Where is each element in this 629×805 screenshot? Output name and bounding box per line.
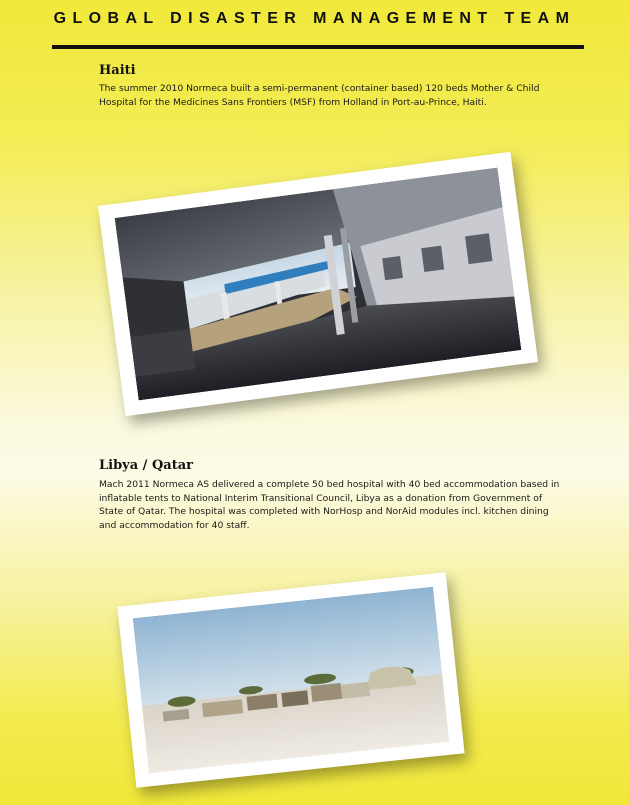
- desert-tents-image: [133, 587, 450, 774]
- haiti-text: [99, 82, 589, 109]
- libya-field-hospital-photo: [133, 587, 450, 774]
- libya-qatar-text: [99, 478, 594, 532]
- haiti-photo-frame: [98, 152, 538, 416]
- libya-text-line: State of Qatar. The hospital was completed with NorHosp and NorAid modules incl. kitchen dining: [99, 506, 549, 517]
- haiti-text-line: Hospital for the Medicines Sans Frontiers (MSF) from Holland in Port-au-Prince, Haiti.: [99, 96, 487, 108]
- libya-text-line: and accommodation for 40 staff.: [99, 519, 250, 531]
- header-divider: [52, 45, 584, 49]
- haiti-hospital-photo: [115, 168, 522, 401]
- libya-text-line: Mach 2011 Normeca AS delivered a complete 50 bed hospital with 40 bed accommodation based in: [99, 479, 560, 490]
- libya-qatar-heading: Libya / Qatar: [99, 458, 193, 473]
- haiti-heading: Haiti: [99, 63, 136, 78]
- page-title: GLOBAL DISASTER MANAGEMENT TEAM: [53, 10, 576, 27]
- libya-text-line: inflatable tents to National Interim Transitional Council, Libya as a donation from Government of: [99, 492, 543, 504]
- hospital-courtyard-image: [115, 168, 522, 401]
- haiti-text-line: The summer 2010 Normeca built a semi-permanent (container based) 120 beds Mother & Child: [99, 83, 540, 94]
- libya-photo-frame: [117, 572, 464, 787]
- page-header: [0, 0, 629, 40]
